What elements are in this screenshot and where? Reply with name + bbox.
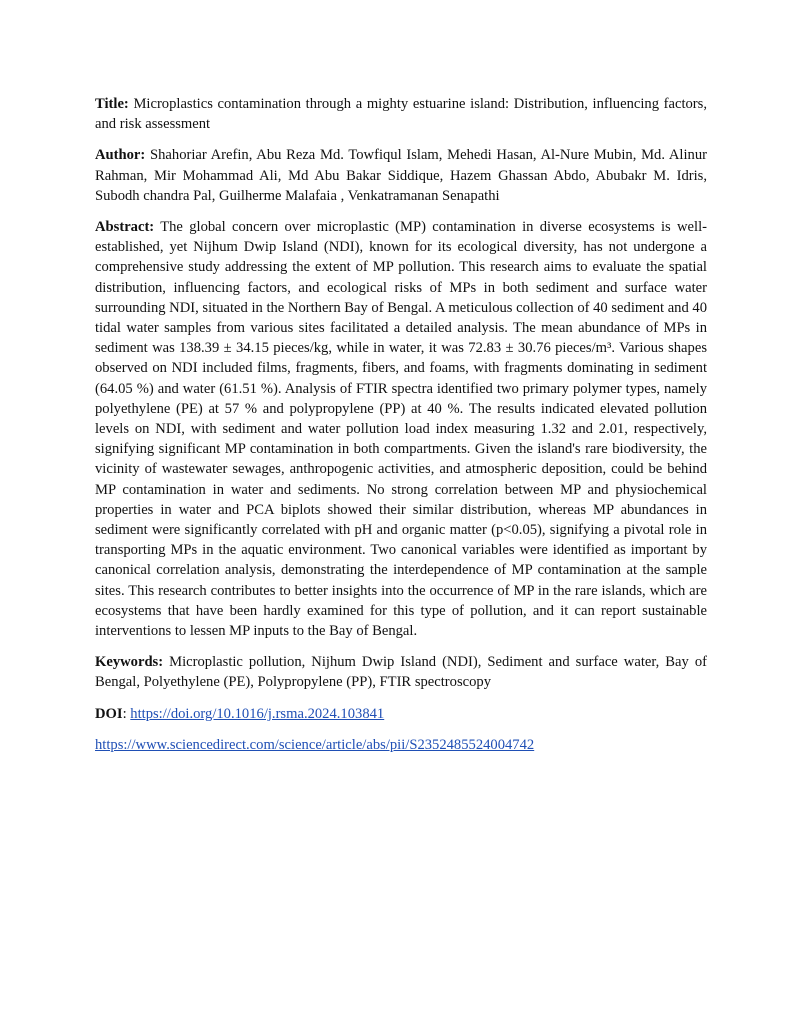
doi-block [95,704,707,724]
keywords-label: Keywords: [95,654,164,671]
title-label: Title: [95,96,129,112]
title-text: Microplastics contamination through a mighty estuarine island: Distribution, influencing factors, and risk assessment [95,96,707,133]
doi-separator: : [122,705,127,722]
article-link[interactable]: https://www.sciencedirect.com/science/article/abs/pii/S2352485524004742 [95,736,535,753]
abstract-label: Abstract: [95,219,155,236]
author-label: Author: [95,147,146,164]
abstract-text: The global concern over microplastic (MP) contamination in diverse ecosystems is well-established, yet Nijhum Dwip Island (NDI), known for its ecological diversity, has not undergone a comprehensive study addressing the extent of MP pollution. This research aims to evaluate the spatial distribution, influencing factors, and ecological risks of MPs in both sediment and surface water surrounding NDI, situated in the Northern Bay of Bengal. A meticulous collection of 40 sediment and 40 tidal water samples from various sites facilitated a detailed analysis. The mean abundance of MPs in sediment was 138.39 ± 34.15 pieces/kg, while in water, it was 72.83 ± 30.76 pieces/m³. Various shapes observed on NDI included films, fragments, fibers, and foams, with fragments dominating in sediment (64.05 %) and water (61.51 %). Analysis of FTIR spectra identified two primary polymer types, namely polyethylene (PE) at 57 % and polypropylene (PP) at 40 %. The results indicated elevated pollution levels on NDI, with sediment and water pollution load index measuring 1.32 and 2.01, respectively, signifying significant MP contamination in both compartments. Given the island's rare biodiversity, the vicinity of wastewater sewages, anthropogenic activities, and atmospheric deposition, could be behind MP contamination in water and sediments. No strong correlation between MP and physiochemical properties in water and PCA biplots showed their similar distribution, whereas MP abundances in sediment were significantly correlated with pH and organic matter (p<0.05), signifying a pivotal role in transporting MPs in the aquatic environment. Two canonical variables were identified as important by canonical correlation analysis, demonstrating the interdependence of MP contamination at the sample sites. This research contributes to better insights into the occurrence of MP in the rare islands, which are ecosystems that have been hardly examined for this type of pollution, and it can report sustainable interventions to lessen MP inputs to the Bay of Bengal. [95,219,708,640]
doi-link[interactable]: https://doi.org/10.1016/j.rsma.2024.103841 [130,705,385,722]
article-link-block [95,735,707,755]
doi-label: DOI [95,705,123,722]
keywords-block [95,652,707,692]
keywords-text: Microplastic pollution, Nijhum Dwip Island (NDI), Sediment and surface water, Bay of Bengal, Polyethylene (PE), Polypropylene (PP), FTIR spectroscopy [95,654,707,691]
author-block [95,145,707,206]
abstract-block [95,217,707,641]
title-block [95,94,707,134]
paper-page [95,94,707,766]
author-text: Shahoriar Arefin, Abu Reza Md. Towfiqul Islam, Mehedi Hasan, Al-Nure Mubin, Md. Alinur Rahman, Mir Mohammad Ali, Md Abu Bakar Siddique, Hazem Ghassan Abdo, Abubakr M. Idris, Subodh chandra Pal, Guilherme Malafaia , Venkatramanan Senapathi [95,147,707,204]
